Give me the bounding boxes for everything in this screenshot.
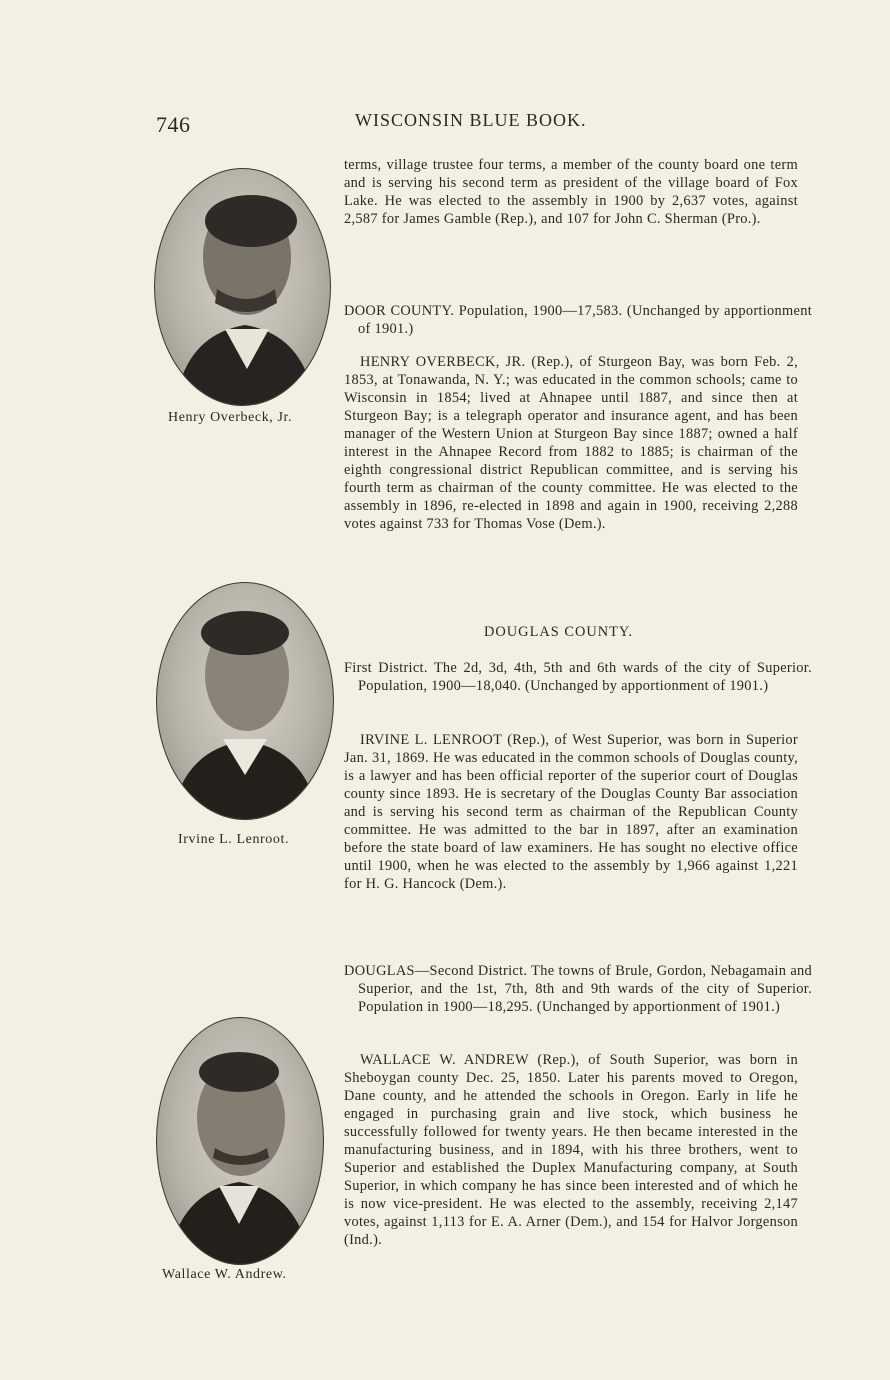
second-district-entry: DOUGLAS—Second District. The towns of Brule, Gordon, Nebagamain and Superior, and the 1st, 7th, 8th and 9th wards of the city of Superior. Population in 1900—18,295. (Unchanged by apportionment of 1901.) [344, 963, 812, 1015]
first-district-entry: First District. The 2d, 3d, 4th, 5th and 6th wards of the city of Superior. Population, 1900—18,040. (Unchanged by apportionment of 1901.) [344, 660, 812, 694]
portrait-caption: Henry Overbeck, Jr. [168, 410, 293, 425]
portrait-irvine-lenroot [156, 582, 334, 820]
portrait-wallace-andrew [156, 1017, 324, 1265]
andrew-biography: WALLACE W. ANDREW (Rep.), of South Superior, was born in Sheboygan county Dec. 25, 1850. Later his parents moved to Oregon, Dane county, and he attended the schools in Oregon. Early in life he engaged in purchasing grain and live stock, which business he successfully followed for twenty years. He then became interested in the manufacturing business, and in 1894, with his three brothers, went to Superior and established the Duplex Manufacturing company, at South Superior, in which company he has since been interested and of which he is now vice-president. He was elected to the assembly, receiving 2,147 votes, against 1,113 for E. A. Arner (Dem.), and 154 for Halvor Jorgenson (Ind.). [344, 1052, 798, 1248]
continued-paragraph: terms, village trustee four terms, a member of the county board one term and is serving his second term as president of the village board of Fox Lake. He was elected to the assembly in 1900 by 2,637 votes, against 2,587 for James Gamble (Rep.), and 107 for John C. Sherman (Pro.). [344, 157, 798, 227]
page-number: 746 [156, 112, 191, 137]
portrait-caption: Wallace W. Andrew. [162, 1267, 287, 1282]
portrait-figure-icon [157, 583, 333, 819]
lenroot-biography: IRVINE L. LENROOT (Rep.), of West Superior, was born in Superior Jan. 31, 1869. He was educated in the common schools of Douglas county, is a lawyer and has been official reporter of the superior court of Douglas county since 1893. He is secretary of the Douglas County Bar association and is serving his second term as chairman of the Republican County committee. He was admitted to the bar in 1897, after an examination before the state board of law examiners. He has sought no elective office until 1900, when he was elected to the assembly by 1,966 against 1,221 for H. G. Hancock (Dem.). [344, 732, 798, 892]
door-county-entry: DOOR COUNTY. Population, 1900—17,583. (Unchanged by apportionment of 1901.) [344, 303, 812, 337]
douglas-county-heading: DOUGLAS COUNTY. [484, 624, 634, 640]
running-title: WISCONSIN BLUE BOOK. [355, 110, 587, 130]
portrait-figure-icon [155, 169, 330, 405]
portrait-figure-icon [157, 1018, 323, 1264]
overbeck-biography: HENRY OVERBECK, JR. (Rep.), of Sturgeon Bay, was born Feb. 2, 1853, at Tonawanda, N. Y.; was educated in the common schools; came to Wisconsin in 1854; lived at Ahnapee until 1887, and since then at Sturgeon Bay; is a telegraph operator and insurance agent, and has been manager of the Western Union at Sturgeon Bay since 1887; owned a half interest in the Ahnapee Record from 1882 to 1885; is chairman of the eighth congressional district Republican committee, and is serving his fourth term as chairman of the county committee. He was elected to the assembly in 1896, re-elected in 1898 and again in 1900, receiving 2,288 votes against 733 for Thomas Vose (Dem.). [344, 354, 798, 532]
portrait-caption: Irvine L. Lenroot. [178, 832, 290, 847]
portrait-henry-overbeck [154, 168, 331, 406]
